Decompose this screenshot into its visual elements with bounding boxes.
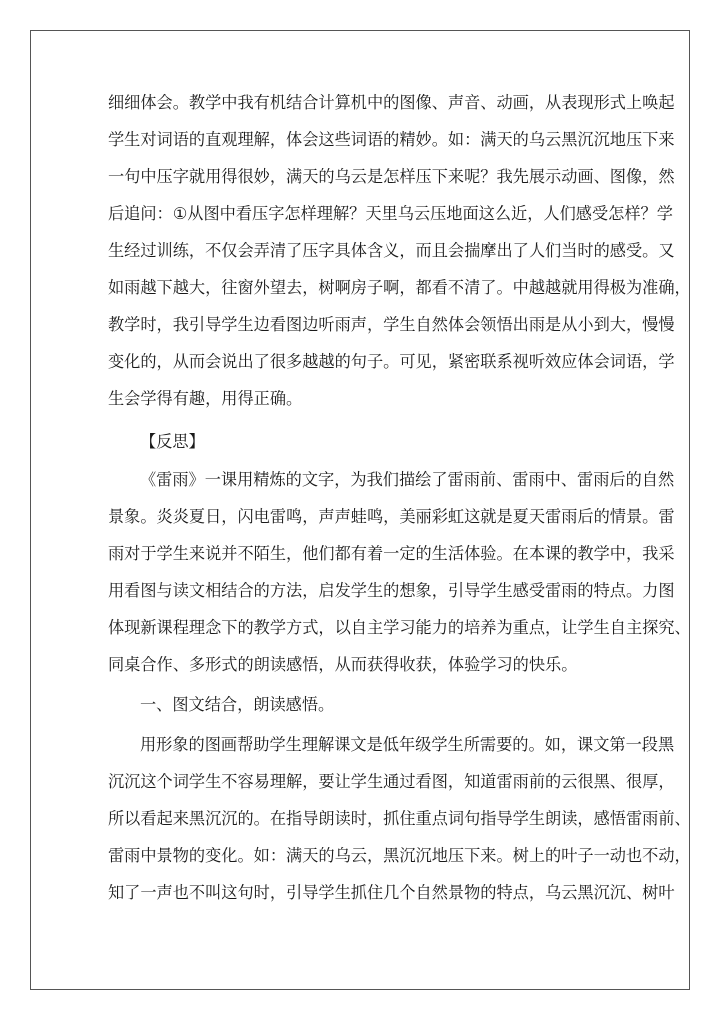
text-line: 沉沉这个词学生不容易理解，要让学生通过看图，知道雷雨前的云很黑、很厚， [108, 772, 675, 791]
text-line: 知了一声也不叫这句时，引导学生抓住几个自然景物的特点，乌云黑沉沉、树叶 [108, 883, 675, 902]
text-line: 用看图与读文相结合的方法，启发学生的想象，引导学生感受雷雨的特点。力图 [108, 581, 675, 600]
section-heading: 【反思】 [140, 432, 205, 451]
text-line: 同桌合作、多形式的朗读感悟，从而获得收获，体验学习的快乐。 [108, 655, 578, 674]
text-line: 一句中压字就用得很妙，满天的乌云是怎样压下来呢？我先展示动画、图像，然 [108, 167, 675, 186]
text-line: 变化的，从而会说出了很多越越的句子。可见，紧密联系视听效应体会词语，学 [108, 352, 675, 371]
text-line: 用形象的图画帮助学生理解课文是低年级学生所需要的。如，课文第一段黑 [140, 735, 675, 754]
text-line: 学生对词语的直观理解，体会这些词语的精妙。如：满天的乌云黑沉沉地压下来 [108, 130, 675, 149]
text-line: 生经过训练，不仅会弄清了压字具体含义，而且会揣摩出了人们当时的感受。又 [108, 241, 675, 260]
text-line: 雨对于学生来说并不陌生，他们都有着一定的生活体验。在本课的教学中，我采 [108, 544, 675, 563]
section-heading: 一、图文结合，朗读感悟。 [140, 695, 335, 714]
text-line: 雷雨中景物的变化。如：满天的乌云，黑沉沉地压下来。树上的叶子一动也不动， [108, 846, 691, 865]
text-line: 教学时，我引导学生边看图边听雨声，学生自然体会领悟出雨是从小到大，慢慢 [108, 315, 675, 334]
text-line: 《雷雨》一课用精炼的文字，为我们描绘了雷雨前、雷雨中、雷雨后的自然 [140, 470, 675, 489]
text-line: 体现新课程理念下的教学方式，以自主学习能力的培养为重点，让学生自主探究、 [108, 618, 691, 637]
text-line: 生会学得有趣，用得正确。 [108, 389, 303, 408]
text-line: 所以看起来黑沉沉的。在指导朗读时，抓住重点词句指导学生朗读，感悟雷雨前、 [108, 809, 691, 828]
text-line: 细细体会。教学中我有机结合计算机中的图像、声音、动画，从表现形式上唤起 [108, 93, 675, 112]
text-line: 如雨越下越大，往窗外望去，树啊房子啊，都看不清了。中越越就用得极为准确， [108, 278, 691, 297]
text-line: 后追问：①从图中看压字怎样理解？天里乌云压地面这么近，人们感受怎样？学 [108, 204, 673, 223]
text-line: 景象。炎炎夏日，闪电雷鸣，声声蛙鸣，美丽彩虹这就是夏天雷雨后的情景。雷 [108, 507, 675, 526]
